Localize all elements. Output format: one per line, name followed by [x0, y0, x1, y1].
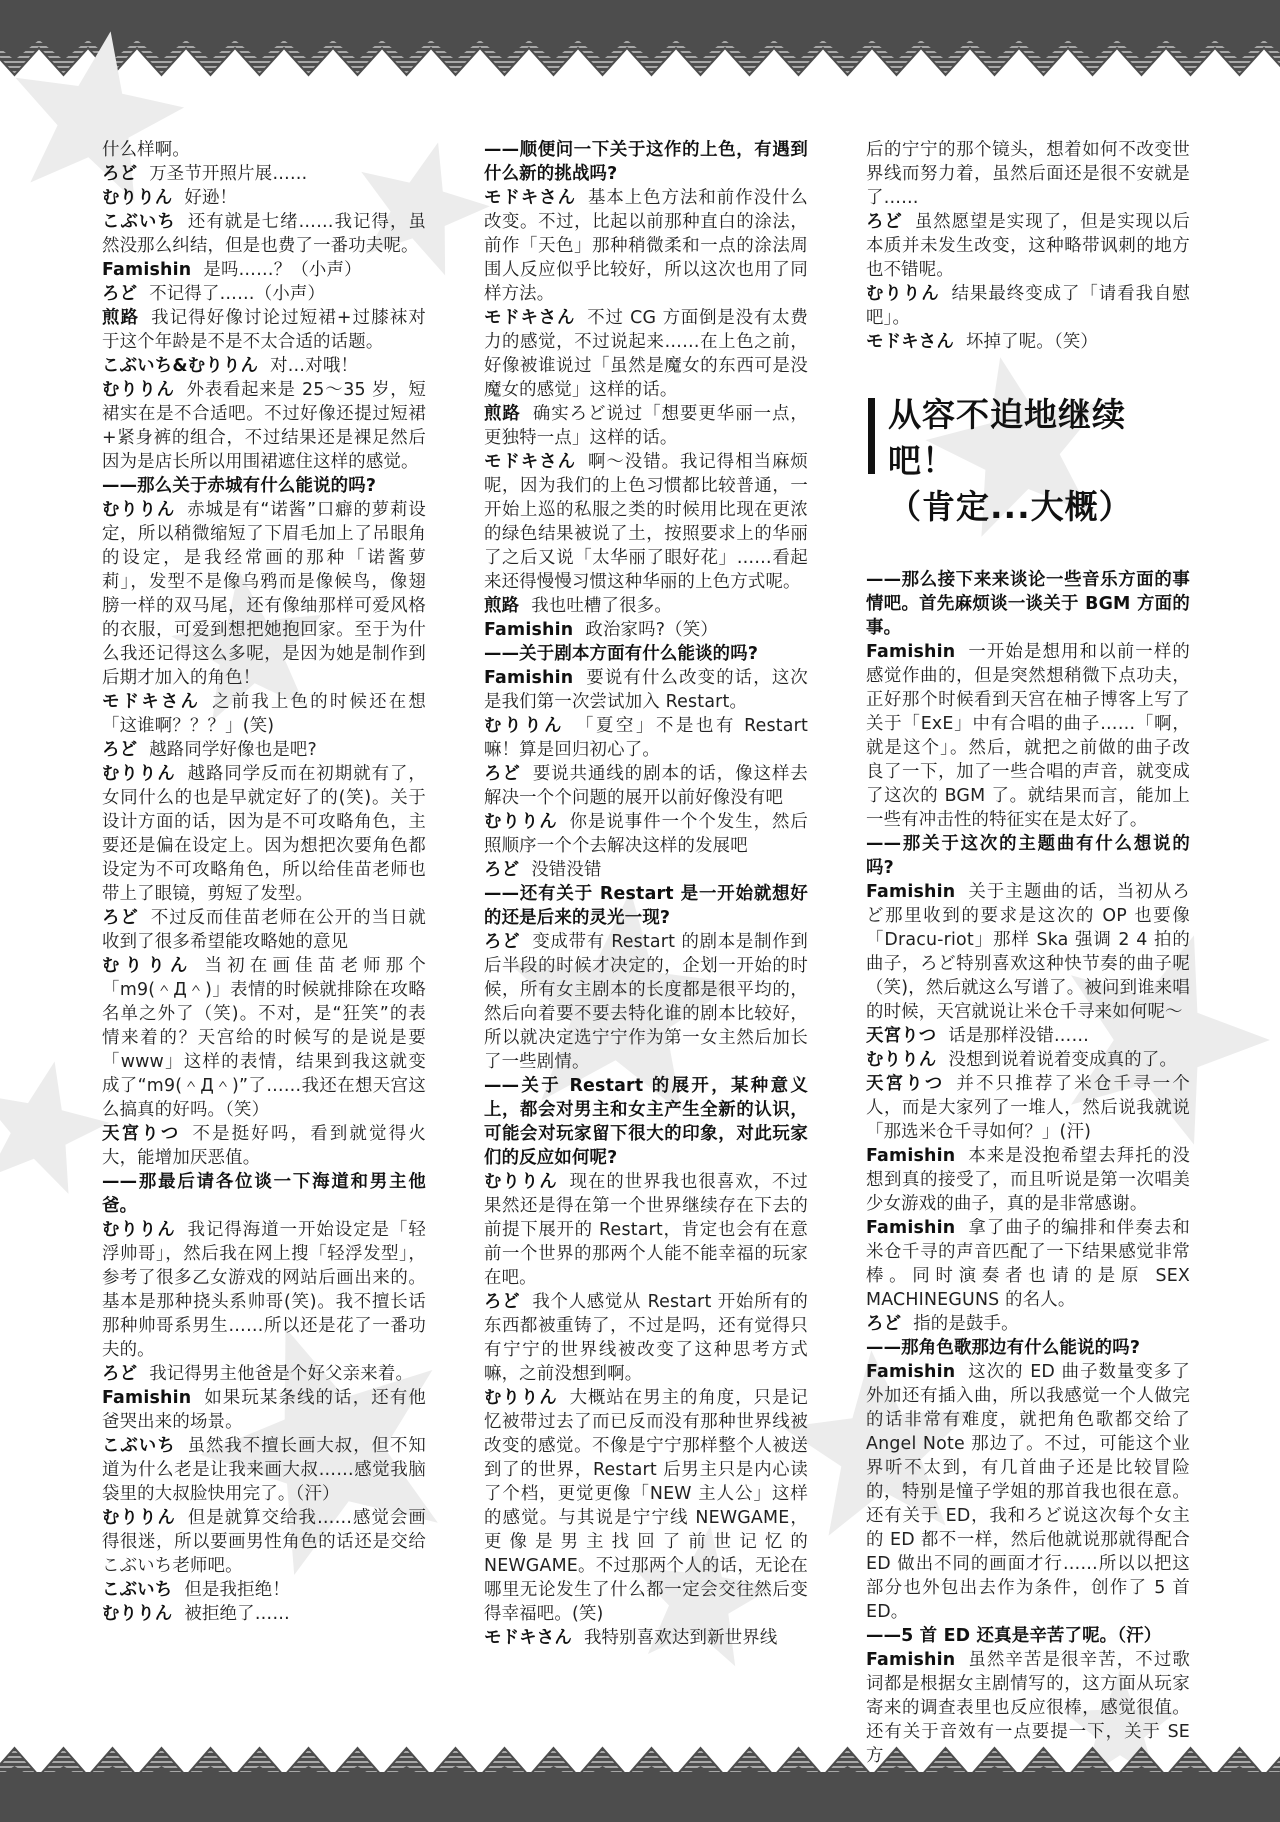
speaker-name: Famishin [102, 260, 192, 280]
dialogue-line [102, 1362, 426, 1386]
interviewer-question: ——那最后请各位谈一下海道和男主他爸。 [102, 1172, 426, 1216]
interviewer-question: ——关于 Restart 的展开，某种意义上，都会对男主和女主产生全新的认识，可能会对玩家留下很大的印象，对此玩家们的反应如何呢? [484, 1076, 808, 1168]
dialogue-text: 当初在画佳苗老师那个「m9(＾Д＾)」表情的时候就排除在攻略名单之外了（笑)。不对，是“狂笑”的表情来着的？天宫给的时候写的是说是要「www」这样的表情，结果到我这就变成了“m9(＾Д＾)”了……我还在想天宫这么搞真的好吗。（笑） [102, 956, 426, 1120]
dialogue-text: 没想到说着说着变成真的了。 [948, 1050, 1178, 1070]
dialogue-line [102, 1506, 426, 1578]
speaker-name: モドキさん [484, 452, 576, 472]
dialogue-line [102, 1386, 426, 1434]
dialogue-line [102, 1578, 426, 1602]
dialogue-text: 啊～没错。我记得相当麻烦呢，因为我们的上色习惯都比较普通，一开始上巡的私服之类的时候用比现在更浓的绿色结果被说了土，按照要求上的华丽了之后又说「太华丽了眼好花」……看起来还得慢慢习惯这种华丽的上色方式呢。 [484, 452, 808, 592]
dialogue-line [484, 306, 808, 402]
column-1 [102, 138, 426, 1626]
dialogue-text: 好逊！ [184, 188, 238, 208]
speaker-name: 煎路 [102, 308, 140, 328]
dialogue-line [102, 186, 426, 210]
speaker-name: むりりん [102, 764, 176, 784]
dialogue-line [102, 210, 426, 258]
dialogue-line [102, 354, 426, 378]
speaker-name: ろど [484, 1292, 521, 1312]
heading-line: 从容不迫地继续吧！ [888, 395, 1126, 480]
speaker-name: モドキさん [866, 332, 954, 352]
speaker-name: ろど [484, 932, 521, 952]
heading-line: （肯定...大概） [888, 487, 1133, 526]
dialogue-line [484, 714, 808, 762]
dialogue-text: 赤城是有“诺酱”口癖的萝莉设定，所以稍微缩短了下眉毛加上了吊眼角的设定，是我经常画的那种「诺酱萝莉」，发型不是像乌鸦而是像候鸟，像翅膀一样的双马尾，还有像䌷那样可爱风格的衣服，可爱到想把她抱回家。至于为什么我还记得这么多呢，是因为她是制作到后期才加入的角色！ [102, 500, 426, 688]
dialogue-text: 要说共通线的剧本的话，像这样去解决一个个问题的展开以前好像没有吧 [484, 764, 808, 808]
interviewer-question: ——顺便问一下关于这作的上色，有遇到什么新的挑战吗? [484, 140, 808, 184]
dialogue-line [102, 1218, 426, 1362]
dialogue-line [484, 1170, 808, 1290]
dialogue-text: 并不只推荐了米仓千寻一个人，而是大家列了一堆人，然后说我就说「那选米仓千寻如何？」(汗) [866, 1074, 1190, 1142]
dialogue-text: 外表看起来是 25～35 岁，短裙实在是不合适吧。不过好像还提过短裙+紧身裤的组合，不过结果还是裸足然后因为是店长所以用围裙遮住这样的感觉。 [102, 380, 426, 472]
dialogue-text: 什么样啊。 [102, 140, 190, 160]
speaker-name: モドキさん [102, 692, 201, 712]
dialogue-line [102, 1602, 426, 1626]
dialogue-text: 坏掉了呢。（笑） [965, 332, 1098, 352]
dialogue-line [484, 810, 808, 858]
speaker-name: むりりん [102, 1604, 173, 1624]
dialogue-line [102, 306, 426, 354]
speaker-name: Famishin [484, 620, 574, 640]
speaker-name: こぶいち [102, 212, 176, 232]
dialogue-line [102, 762, 426, 906]
speaker-name: ろど [484, 764, 521, 784]
dialogue-text: 你是说事件一个个发生，然后照顺序一个个去解决这样的发展吧 [484, 812, 808, 856]
speaker-name: ろど [866, 1314, 902, 1334]
dialogue-line [102, 282, 426, 306]
dialogue-line [484, 762, 808, 810]
dialogue-line [866, 1072, 1190, 1144]
dialogue-line [866, 880, 1190, 1024]
dialogue-text: 虽然愿望是实现了，但是实现以后本质并未发生改变，这种略带讽刺的地方也不错呢。 [866, 212, 1190, 280]
dialogue-line [102, 162, 426, 186]
dialogue-text: 是吗……？（小声） [203, 260, 362, 280]
speaker-name: むりりん [102, 380, 175, 400]
star-shape [0, 1062, 110, 1194]
speaker-name: むりりん [102, 500, 176, 520]
dialogue-line [102, 1434, 426, 1506]
speaker-name: ろど [102, 1364, 138, 1384]
dialogue-text: 一开始是想用和以前一样的感觉作曲的，但是突然想稍微下点功夫，正好那个时候看到天宫在柚子博客上写了关于「ExE」中有合唱的曲子……「啊，就是这个」。然后，就把之前做的曲子改良了一下，加了一些合唱的声音，就变成了这次的 BGM 了。就结果而言，能加上一些有冲击性的特征实在是太好了。 [866, 642, 1190, 830]
dialogue-text: 还有就是七绪……我记得，虽然没那么纠结，但是也费了一番功夫呢。 [102, 212, 426, 256]
column-3 [866, 138, 1190, 1768]
dialogue-text: 基本上色方法和前作没什么改变。不过，比起以前那种直白的涂法，前作「天色」那种稍微柔和一点的涂法周围人反应似乎比较好，所以这次也用了同样方法。 [484, 188, 808, 304]
speaker-name: むりりん [484, 1172, 558, 1192]
continued-text [102, 138, 426, 162]
dialogue-text: 我记得海道一开始设定是「轻浮帅哥」，然后我在网上搜「轻浮发型」，参考了很多乙女游戏的网站后画出来的。基本是那种挠头系帅哥(笑)。我不擅长话那种帅哥系男生……所以还是花了一番功夫的。 [102, 1220, 426, 1360]
dialogue-line [484, 666, 808, 714]
dialogue-text: 如果玩某条线的话，还有他爸哭出来的场景。 [102, 1388, 426, 1432]
speaker-name: Famishin [102, 1388, 192, 1408]
dialogue-text: 越路同学反而在初期就有了，女同什么的也是早就定好了的(笑)。关于设计方面的话，因为是不可攻略角色，主要还是偏在设定上。因为想把次要角色都设定为不可攻略角色，所以给佳苗老师也带上了眼镜，剪短了发型。 [102, 764, 426, 904]
dialogue-text: 关于主题曲的话，当初从ろど那里收到的要求是这次的 OP 也要像「Dracu-riot」那样 Ska 强调 2 4 拍的曲子，ろど特别喜欢这种快节奏的曲子呢（笑)，然后就这么写谱了。被问到谁来唱的时候，天宫就说让米仓千寻来如何呢～ [866, 882, 1190, 1022]
dialogue-text: 不是挺好吗，看到就觉得火大，能增加厌恶值。 [102, 1124, 426, 1168]
dialogue-text: 拿了曲子的编排和伴奏去和米仓千寻的声音匹配了一下结果感觉非常棒。同时演奏者也请的是原 SEX MACHINEGUNS 的名人。 [866, 1218, 1190, 1310]
speaker-name: Famishin [484, 668, 574, 688]
dialogue-line [484, 402, 808, 450]
interviewer-question: ——那角色歌那边有什么能说的吗? [866, 1338, 1141, 1358]
interviewer-question: ——5 首 ED 还真是辛苦了呢。（汗） [866, 1626, 1162, 1646]
speaker-name: 天宮りつ [866, 1026, 937, 1046]
dialogue-text: 不过反而佳苗老师在公开的当日就收到了很多希望能攻略她的意见 [102, 908, 426, 952]
dialogue-line [866, 1312, 1190, 1336]
speaker-name: モドキさん [484, 308, 576, 328]
dialogue-text: 对…对哦！ [270, 356, 359, 376]
dialogue-text: 大概站在男主的角度，只是记忆被带过去了而已反而没有那种世界线被改变的感觉。不像是宁宁那样整个人被送到了的世界，Restart 后男主只是内心读了个档，更觉更像「NEW 主人公」这样的感觉。与其说是宁宁线 NEWGAME，更像是男主找回了前世记忆的 NEWGAME。不过那两个人的话，无论在哪里无论发生了什么都一定会交往然后变得幸福吧。(笑) [484, 1388, 808, 1624]
speaker-name: むりりん [484, 716, 564, 736]
dialogue-text: 「夏空」不是也有 Restart 嘛！算是回归初心了。 [484, 716, 808, 760]
interviewer-question: ——那么接下来来谈论一些音乐方面的事情吧。首先麻烦谈一谈关于 BGM 方面的事。 [866, 570, 1190, 638]
dialogue-text: 后的宁宁的那个镜头，想着如何不改变世界线而努力着，虽然后面还是很不安就是了…… [866, 140, 1190, 208]
speaker-name: Famishin [866, 1362, 956, 1382]
dialogue-line [102, 498, 426, 690]
heading-bar [868, 398, 875, 474]
dialogue-text: 被拒绝了…… [184, 1604, 290, 1624]
column-2 [484, 138, 808, 1650]
speaker-name: ろど [484, 860, 520, 880]
speaker-name: むりりん [866, 284, 940, 304]
speaker-name: こぶいち&むりりん [102, 356, 259, 376]
dialogue-text: 话是那样没错…… [948, 1026, 1090, 1046]
dialogue-text: 现在的世界我也很喜欢，不过果然还是得在第一个世界继续存在下去的前提下展开的 Restart，肯定也会有在意前一个世界的那两个人能不能幸福的玩家在吧。 [484, 1172, 808, 1288]
dialogue-line [102, 906, 426, 954]
dialogue-text: 万圣节开照片展…… [149, 164, 308, 184]
continued-text [866, 138, 1190, 210]
dialogue-line [866, 640, 1190, 832]
speaker-name: 天宮りつ [102, 1124, 181, 1144]
dialogue-text: 我个人感觉从 Restart 开始所有的东西都被重铸了，不过是吗，还有觉得只有宁宁的世界线被改变了这种思考方式嘛，之前没想到啊。 [484, 1292, 808, 1384]
speaker-name: こぶいち [102, 1580, 173, 1600]
speaker-name: ろど [102, 164, 138, 184]
dialogue-line [484, 930, 808, 1074]
dialogue-line [102, 378, 426, 474]
dialogue-line [866, 1360, 1190, 1624]
speaker-name: Famishin [866, 882, 956, 902]
speaker-name: 煎路 [484, 404, 521, 424]
dialogue-line [484, 450, 808, 594]
speaker-name: Famishin [866, 642, 956, 662]
speaker-name: むりりん [484, 1388, 558, 1408]
section-heading [866, 392, 1190, 530]
dialogue-line [102, 690, 426, 738]
interviewer-question: ——那关于这次的主题曲有什么想说的吗? [866, 834, 1190, 878]
dialogue-text: 变成带有 Restart 的剧本是制作到后半段的时候才决定的，企划一开始的时候，所有女主剧本的长度都是很平均的，然后向着要不要去特化谁的剧本比较好，所以就决定选宁宁作为第一女主然后加长了一些剧情。 [484, 932, 808, 1072]
dialogue-line [102, 738, 426, 762]
dialogue-text: 之前我上色的时候还在想「这谁啊？？？」(笑) [102, 692, 426, 736]
dialogue-text: 我特别喜欢达到新世界线 [583, 1628, 778, 1648]
dialogue-text: 虽然辛苦是很辛苦，不过歌词都是根据女主剧情写的，这方面从玩家寄来的调查表里也反应很棒，感觉很值。还有关于音效有一点要提一下，关于 SE 方 [866, 1650, 1190, 1766]
dialogue-line [866, 210, 1190, 282]
interviewer-question: ——还有关于 Restart 是一开始就想好的还是后来的灵光一现? [484, 884, 808, 928]
dialogue-line [484, 1386, 808, 1626]
interviewer-question: ——那么关于赤城有什么能说的吗? [102, 476, 377, 496]
dialogue-line [866, 1024, 1190, 1048]
speaker-name: むりりん [102, 1508, 176, 1528]
speaker-name: 煎路 [484, 596, 520, 616]
dialogue-line [484, 858, 808, 882]
dialogue-line [484, 1290, 808, 1386]
dialogue-text: 要说有什么改变的话，这次是我们第一次尝试加入 Restart。 [484, 668, 808, 712]
dialogue-line [866, 1216, 1190, 1312]
speaker-name: むりりん [866, 1050, 937, 1070]
dialogue-line [102, 258, 426, 282]
speaker-name: ろど [102, 740, 138, 760]
speaker-name: むりりん [484, 812, 558, 832]
speaker-name: モドキさん [484, 1628, 572, 1648]
dialogue-text: 这次的 ED 曲子数量变多了外加还有插入曲，所以我感觉一个人做完的话非常有难度，就把角色歌都交给了 Angel Note 那边了。不过，可能这个业界听不太到，有几首曲子还是比较冒险的，特别是憧子学姐的那首我也很在意。还有关于 ED，我和ろど说这次每个女主的 ED 都不一样，然后他就说那就得配合 ED 做出不同的画面才行……所以以把这部分也外包出去作为条件，创作了 5 首 ED。 [866, 1362, 1190, 1622]
dialogue-line [866, 282, 1190, 330]
dialogue-text: 但是就算交给我……感觉会画得很迷，所以要画男性角色的话还是交给こぶいち老师吧。 [102, 1508, 426, 1576]
speaker-name: むりりん [102, 1220, 176, 1240]
dialogue-text: 不过 CG 方面倒是没有太费力的感觉，不过说起来……在上色之前，好像被谁说过「虽然是魔女的东西可是没魔女的感觉」这样的话。 [484, 308, 808, 400]
dialogue-line [866, 1648, 1190, 1768]
dialogue-line [484, 594, 808, 618]
speaker-name: モドキさん [484, 188, 576, 208]
dialogue-text: 结果最终变成了「请看我自慰吧」。 [866, 284, 1190, 328]
dialogue-line [102, 954, 426, 1122]
dialogue-text: 虽然我不擅长画大叔，但不知道为什么老是让我来画大叔……感觉我脑袋里的大叔脸快用完了。（汗） [102, 1436, 426, 1504]
dialogue-text: 本来是没抱希望去拜托的没想到真的接受了，而且听说是第一次唱美少女游戏的曲子，真的是非常感谢。 [866, 1146, 1190, 1214]
speaker-name: Famishin [866, 1146, 956, 1166]
speaker-name: Famishin [866, 1650, 956, 1670]
dialogue-text: 我也吐槽了很多。 [531, 596, 672, 616]
speaker-name: Famishin [866, 1218, 956, 1238]
speaker-name: むりりん [102, 956, 193, 976]
speaker-name: ろど [102, 284, 138, 304]
dialogue-line [866, 1144, 1190, 1216]
dialogue-line [484, 186, 808, 306]
dialogue-text: 确实ろど说过「想要更华丽一点，更独特一点」这样的话。 [484, 404, 808, 448]
interviewer-question: ——关于剧本方面有什么能谈的吗? [484, 644, 759, 664]
speaker-name: むりりん [102, 188, 173, 208]
speaker-name: 天宮りつ [866, 1074, 945, 1094]
dialogue-text: 政治家吗?（笑） [585, 620, 718, 640]
dialogue-text: 但是我拒绝！ [184, 1580, 290, 1600]
dialogue-line [102, 1122, 426, 1170]
dialogue-text: 我记得男主他爸是个好父亲来着。 [149, 1364, 414, 1384]
speaker-name: ろど [102, 908, 139, 928]
dialogue-text: 越路同学好像也是吧? [149, 740, 317, 760]
dialogue-line [866, 330, 1190, 354]
dialogue-line [484, 618, 808, 642]
dialogue-text: 不记得了……（小声） [149, 284, 326, 304]
dialogue-text: 我记得好像讨论过短裙+过膝袜对于这个年龄是不是不太合适的话题。 [102, 308, 426, 352]
speaker-name: こぶいち [102, 1436, 176, 1456]
dialogue-text: 没错没错 [531, 860, 602, 880]
dialogue-line [484, 1626, 808, 1650]
speaker-name: ろど [866, 212, 903, 232]
dialogue-text: 指的是鼓手。 [913, 1314, 1019, 1334]
dialogue-line [866, 1048, 1190, 1072]
